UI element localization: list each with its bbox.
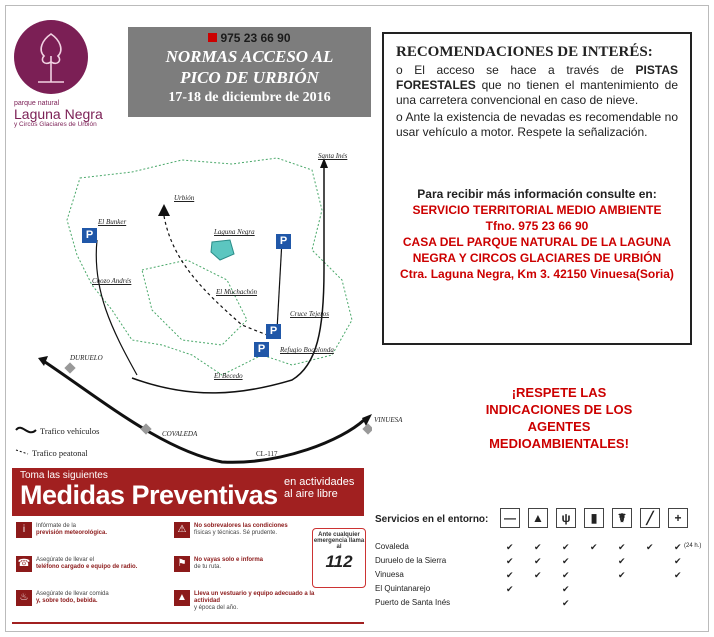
logo-small-text: parque natural [14, 100, 60, 107]
pharmacy-icon: ☤ [612, 508, 632, 528]
check-mark: ✔ [534, 556, 542, 566]
check-mark: ✔ [506, 584, 514, 594]
check-mark: ✔ [618, 542, 626, 552]
respect-notice: ¡RESPETE LAS INDICACIONES DE LOS AGENTES MEDIOAMBIENTALES! [485, 385, 633, 451]
check-mark: ✔ [534, 542, 542, 552]
lake-icon [211, 240, 234, 260]
measures-grid: i Infórmate de la previsión meteorológica. ☎ Asegúrate de llevar el teléfono cargado e equipo de radio. ♨ Asegúrate de llevar comida y, sobre todo, bebida. ⚠ No sobrevalores las condiciones físicas y técnicas. Sé prudente. ⚑ No vayas solo e informa de tu ruta. ▲ Lleva un vestuario y equipo adecuado a la actividad y época del año. [12, 516, 364, 622]
park-boundary [67, 158, 352, 375]
check-mark: ✔ [562, 584, 570, 594]
hiker-icon: ⚑ [174, 556, 190, 572]
legend-walk-line [16, 450, 28, 454]
service-row: Duruelo de la Sierra [375, 556, 447, 565]
route-map [12, 150, 403, 470]
check-mark: ✔ [590, 542, 598, 552]
label-urbion: Urbión [174, 194, 195, 202]
tree-icon [14, 20, 88, 94]
logo-emblem [14, 20, 88, 94]
check-mark: ✔ [506, 542, 514, 552]
contact-line: NEGRA Y CIRCOS GLACIARES DE URBIÓN [412, 251, 662, 265]
fuel-icon: ▮ [584, 508, 604, 528]
recommendations-box [382, 32, 692, 345]
services-title: Servicios en el entorno: [375, 514, 489, 525]
service-row: El Quintanarejo [375, 584, 431, 593]
medical-cross-icon: + [668, 508, 688, 528]
label-chozo-andres: Chozo Andrés [92, 277, 132, 285]
header-title-line1: NORMAS ACCESO AL [165, 47, 334, 66]
label-road-code: CL-117 [256, 450, 278, 458]
legend-vehicles: Trafico vehículos [40, 426, 100, 436]
road-laguna [277, 240, 282, 330]
label-el-bunker: El Bunker [98, 218, 127, 226]
service-row: Covaleda [375, 542, 409, 551]
service-row: Puerto de Santa Inés [375, 598, 451, 607]
contact-line: CASA DEL PARQUE NATURAL DE LA LAGUNA [402, 235, 672, 249]
emergency-text: Ante cualquier emergencia llama al [313, 532, 365, 550]
equipment-icon: ▲ [174, 590, 190, 606]
parking-icon: P [82, 228, 97, 243]
restaurant-icon: ψ [556, 508, 576, 528]
park-logo [14, 20, 132, 128]
phone-icon [208, 33, 217, 42]
logo-title: Laguna Negra [14, 106, 103, 122]
check-mark: ✔ [534, 570, 542, 580]
check-mark: ✔ [506, 570, 514, 580]
contact-intro: Para recibir más información consulte en: [417, 187, 657, 201]
measures-intro: Toma las siguientes [20, 470, 108, 481]
label-laguna-negra: Laguna Negra [214, 228, 255, 236]
header-phone: 975 23 66 90 [128, 31, 371, 45]
inner-boundary [142, 260, 247, 345]
first-aid-icon: ╱ [640, 508, 660, 528]
camping-icon: ▲ [528, 508, 548, 528]
peak-icon [158, 204, 170, 216]
phone-icon: ☎ [16, 556, 32, 572]
header-date: 17-18 de diciembre de 2016 [168, 90, 331, 105]
check-mark: ✔ [562, 570, 570, 580]
check-mark: ✔ [562, 556, 570, 566]
emergency-badge [312, 528, 366, 588]
label-santa-ines: Santa Inés [318, 152, 348, 160]
contact-info [396, 186, 678, 282]
measures-title: Medidas Preventivas [20, 480, 278, 510]
notice-header [128, 27, 371, 117]
check-mark: ✔ [646, 542, 654, 552]
check-mark: ✔ [674, 542, 682, 552]
check-mark: ✔ [506, 556, 514, 566]
check-mark: ✔ [562, 542, 570, 552]
service-note: (24 h.) [684, 543, 702, 549]
contact-line: SERVICIO TERRITORIAL MEDIO AMBIENTE [412, 203, 662, 217]
recommendations-title: RECOMENDACIONES DE INTERÉS: [396, 44, 653, 60]
recommendation-item: o Ante la existencia de nevadas es recomendable no usar vehículo a motor. Respete la señalización. [396, 110, 678, 139]
header-title-line2: PICO DE URBIÓN [180, 68, 319, 87]
food-icon: ♨ [16, 590, 32, 606]
road-icon: — [500, 508, 520, 528]
label-cruce-tejeros: Cruce Tejeros [290, 310, 329, 318]
contact-address: Ctra. Laguna Negra, Km 3. 42150 Vinuesa(Soria) [400, 267, 674, 281]
legend-vehicle-line [16, 428, 36, 433]
check-mark: ✔ [562, 598, 570, 608]
check-mark: ✔ [618, 570, 626, 580]
info-icon: i [16, 522, 32, 538]
label-vinuesa: VINUESA [374, 416, 403, 424]
label-refugio: Refugio Bocalonda [280, 346, 334, 354]
label-el-becedo: El Becedo [214, 372, 243, 380]
label-duruelo: DURUELO [70, 354, 103, 362]
preventive-measures [12, 468, 364, 624]
legend-pedestrian: Trafico peatonal [32, 448, 88, 458]
village-vinuesa [362, 423, 372, 434]
climber-icon: ⚠ [174, 522, 190, 538]
check-mark: ✔ [618, 556, 626, 566]
contact-phone: Tfno. 975 23 66 90 [485, 219, 589, 233]
service-row: Vinuesa [375, 570, 404, 579]
measures-subtitle: en actividades al aire libre [284, 476, 355, 500]
check-mark: ✔ [674, 556, 682, 566]
label-el-muchachon: El Muchachón [216, 288, 258, 296]
main-road [42, 360, 364, 462]
logo-subtitle: y Circos Glaciares de Urbión [14, 121, 97, 128]
check-mark: ✔ [674, 570, 682, 580]
parking-icon: P [254, 342, 269, 357]
village-duruelo [64, 362, 75, 373]
parking-icon: P [266, 324, 281, 339]
road-arrow-east [362, 414, 372, 426]
label-covaleda: COVALEDA [162, 430, 198, 438]
secondary-road [132, 166, 324, 393]
recommendation-item: o El acceso se hace a través de PISTAS FORESTALES que no tienen el mantenimiento de una carretera convencional en caso de nieve. [396, 63, 678, 107]
emergency-number: 112 [325, 552, 353, 571]
parking-icon: P [276, 234, 291, 249]
